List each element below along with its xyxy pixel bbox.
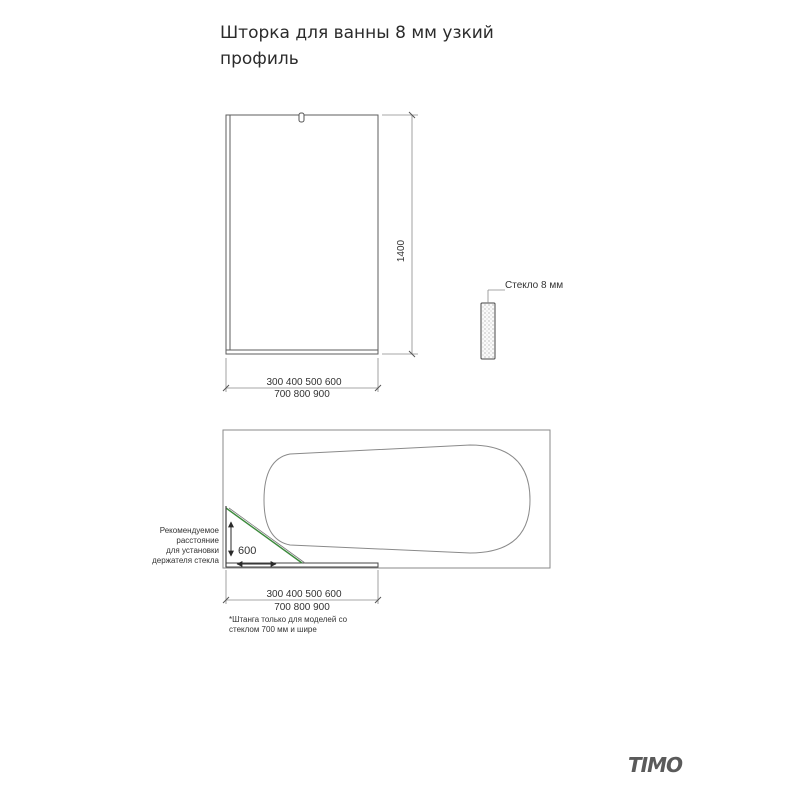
- top-width-line-2: 700 800 900: [274, 602, 330, 613]
- front-width-line-2: 700 800 900: [274, 389, 330, 400]
- bottom-seal: [226, 350, 378, 354]
- note-line-1: Рекомендуемое: [159, 526, 219, 535]
- note-line-2: расстояние: [176, 536, 219, 545]
- top-width-line-1: 300 400 500 600: [266, 589, 342, 600]
- top-view: [152, 430, 550, 634]
- glass-section: [481, 280, 563, 359]
- footnote-line-1: *Штанга только для моделей со: [229, 615, 348, 624]
- height-label: 1400: [396, 239, 407, 263]
- footnote-line-2: стеклом 700 мм и шире: [229, 625, 317, 634]
- note-line-3: для установки: [166, 546, 219, 555]
- glass-section-shape: [481, 303, 495, 359]
- bathtub-basin: [264, 445, 530, 553]
- bathtub-outline: [223, 430, 550, 568]
- distance-label: 600: [238, 545, 257, 557]
- note-line-4: держателя стекла: [152, 556, 219, 565]
- glass-panel-outline: [226, 115, 378, 354]
- glass-holder-icon: [299, 113, 304, 122]
- glass-thickness-label: Стекло 8 мм: [505, 280, 564, 291]
- front-view: [223, 112, 418, 400]
- front-width-dimension: [223, 358, 381, 400]
- front-width-line-1: 300 400 500 600: [266, 377, 342, 388]
- top-width-dimension: [223, 570, 381, 613]
- title-line-2: профиль: [220, 49, 299, 69]
- title-line-1: Шторка для ванны 8 мм узкий: [220, 23, 494, 43]
- height-dimension: [382, 112, 418, 357]
- brand-logo: TIMO: [628, 753, 682, 777]
